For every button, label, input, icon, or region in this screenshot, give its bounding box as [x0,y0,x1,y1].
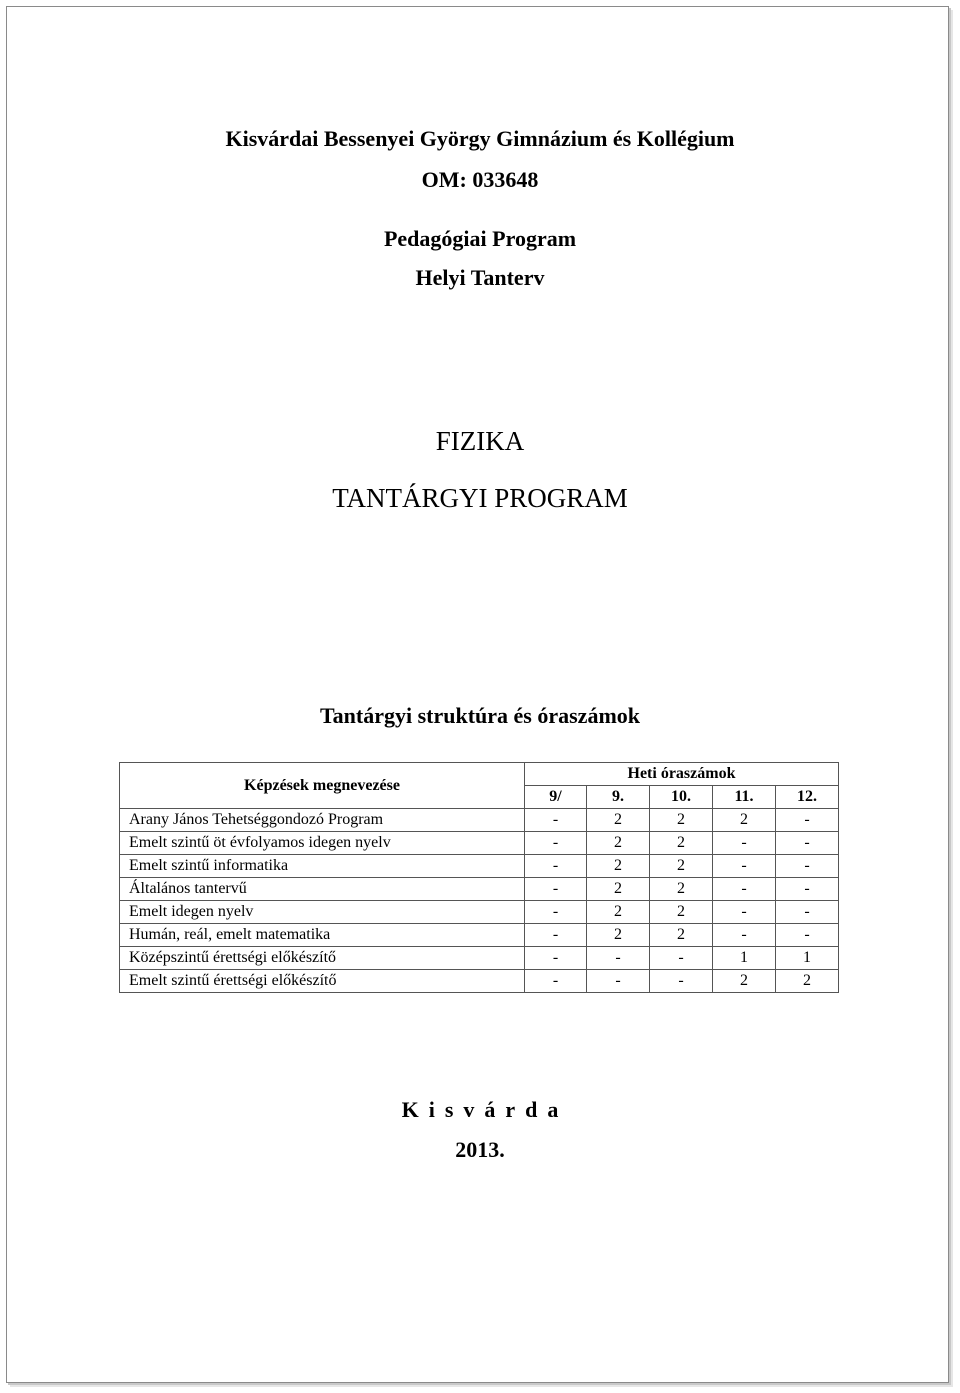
table-header-name: Képzések megnevezése [120,763,525,809]
table-row [120,901,839,924]
training-name-cell: Emelt szintű öt évfolyamos idegen nyelv [120,832,525,855]
hours-cell: 2 [587,924,650,947]
hours-cell: 2 [713,970,776,993]
hours-cell: - [713,924,776,947]
hours-cell: - [650,947,713,970]
hours-cell: 2 [650,832,713,855]
hours-cell: - [587,970,650,993]
table-row [120,878,839,901]
hours-cell: - [650,970,713,993]
hours-cell: 2 [587,832,650,855]
hours-cell: - [713,855,776,878]
hours-cell: 2 [776,970,839,993]
hours-cell: - [525,901,587,924]
curriculum-title: Helyi Tanterv [415,265,545,290]
publication-year: 2013. [455,1137,505,1162]
hours-cell: 2 [587,855,650,878]
hours-cell: - [776,901,839,924]
table-row [120,832,839,855]
table-header-grade: 9/ [525,786,587,809]
table-row [120,809,839,832]
hours-cell: - [713,901,776,924]
hours-cell: - [525,924,587,947]
training-name-cell: Általános tantervű [120,878,525,901]
subject-title: FIZIKA [435,426,525,456]
hours-cell: 2 [650,924,713,947]
hours-cell: - [776,855,839,878]
hours-cell: 2 [587,901,650,924]
hours-cell: - [776,832,839,855]
training-name-cell: Emelt szintű érettségi előkészítő [120,970,525,993]
hours-cell: 2 [587,878,650,901]
page-frame [6,6,949,1383]
hours-cell: 1 [713,947,776,970]
om-identifier: OM: 033648 [421,167,539,192]
structure-heading: Tantárgyi struktúra és óraszámok [319,703,641,728]
table-header-grade: 9. [587,786,650,809]
table-row [120,855,839,878]
table-header-grade: 11. [713,786,776,809]
training-name-cell: Arany János Tehetséggondozó Program [120,809,525,832]
program-title: Pedagógiai Program [383,226,577,251]
hours-table [119,762,839,993]
hours-cell: - [525,855,587,878]
hours-cell: 2 [650,855,713,878]
hours-cell: - [525,878,587,901]
table-row [120,947,839,970]
table-header-grade: 12. [776,786,839,809]
hours-cell: - [713,832,776,855]
hours-cell: 2 [650,901,713,924]
table-header-hours: Heti óraszámok [525,763,839,786]
hours-cell: - [587,947,650,970]
city-name: Kisvárda [401,1097,569,1122]
hours-cell: - [776,878,839,901]
hours-cell: 2 [650,878,713,901]
table-row [120,924,839,947]
table-header-grade: 10. [650,786,713,809]
hours-cell: 2 [713,809,776,832]
training-name-cell: Emelt szintű informatika [120,855,525,878]
hours-cell: - [713,878,776,901]
training-name-cell: Emelt idegen nyelv [120,901,525,924]
hours-cell: 2 [650,809,713,832]
hours-cell: 1 [776,947,839,970]
training-name-cell: Középszintű érettségi előkészítő [120,947,525,970]
hours-cell: - [525,947,587,970]
training-name-cell: Humán, reál, emelt matematika [120,924,525,947]
hours-cell: - [525,809,587,832]
school-name: Kisvárdai Bessenyei György Gimnázium és Kollégium [225,126,735,151]
hours-cell: - [776,809,839,832]
hours-cell: - [525,832,587,855]
table-row [120,970,839,993]
hours-cell: 2 [587,809,650,832]
subject-subtitle: TANTÁRGYI PROGRAM [332,483,628,513]
hours-cell: - [776,924,839,947]
hours-cell: - [525,970,587,993]
